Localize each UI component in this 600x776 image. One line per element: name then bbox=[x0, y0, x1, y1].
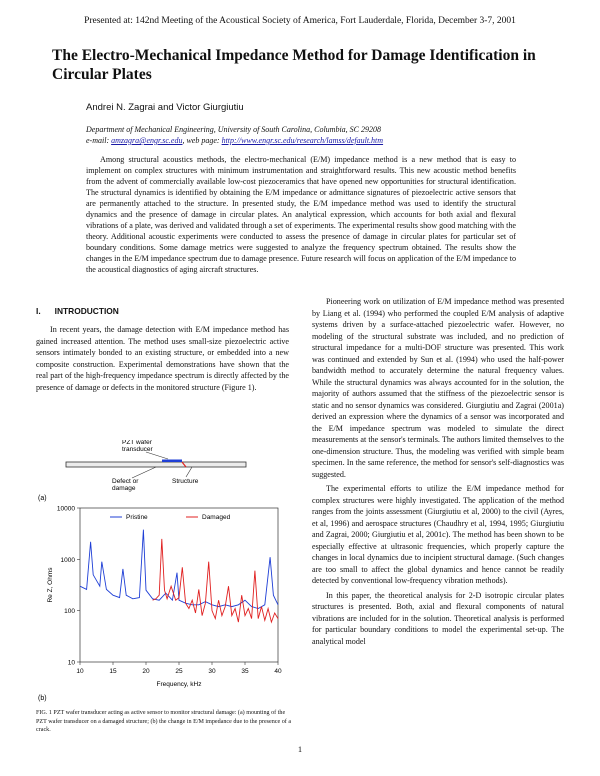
y-tick-label: 100 bbox=[64, 608, 75, 616]
defect-label-1: Defect or bbox=[112, 478, 139, 485]
pzt-wafer bbox=[162, 460, 182, 463]
web-label: , web page: bbox=[182, 136, 220, 145]
conference-header: Presented at: 142nd Meeting of the Acoustical Society of America, Fort Lauderdale, Florida, December 3-7, 2001 bbox=[84, 16, 516, 26]
figure-label-b: (b) bbox=[38, 695, 47, 702]
legend-label-damaged: Damaged bbox=[202, 514, 231, 521]
contact-line bbox=[86, 135, 383, 146]
affiliation-block bbox=[86, 124, 383, 146]
y-tick-label: 10000 bbox=[56, 505, 75, 513]
x-axis-label: Frequency, kHz bbox=[156, 681, 202, 688]
structure-label: Structure bbox=[172, 478, 199, 485]
series-line-damaged bbox=[153, 539, 278, 622]
x-tick-label: 35 bbox=[241, 668, 249, 675]
email-link[interactable]: amzagra@engr.sc.edu bbox=[111, 136, 183, 145]
x-tick-label: 15 bbox=[109, 668, 117, 675]
paper-authors: Andrei N. Zagrai and Victor Giurgiutiu bbox=[86, 102, 244, 113]
right-paragraph-3: In this paper, the theoretical analysis for 2-D isotropic circular plates structures is presented. Both, axial and flexural components of natural vibrations are included for in the solution. Theoretical analysis is performed for particular boundary conditions to model the experimental set-up. The analytical model bbox=[312, 590, 564, 646]
web-link[interactable]: http://www.engr.sc.edu/research/lamss/default.htm bbox=[221, 136, 384, 145]
plot-frame bbox=[80, 508, 278, 662]
section-heading bbox=[36, 306, 133, 316]
paper-title: The Electro-Mechanical Impedance Method for Damage Identification in Circular Plates bbox=[52, 47, 536, 83]
x-tick-label: 40 bbox=[274, 668, 282, 675]
y-tick-label: 10 bbox=[67, 659, 75, 667]
defect-label-2: damage bbox=[112, 485, 136, 492]
x-tick-label: 20 bbox=[142, 668, 150, 675]
impedance-chart bbox=[36, 502, 292, 710]
figure-label-a: (a) bbox=[38, 495, 47, 502]
right-paragraph-2: The experimental efforts to utilize the E/M impedance method for complex structures were highly investigated. The application of the method ranges from the joints assessment (Giurgiutiu et al, 2000) to the civil (Ayres, et al, 1996) and aerospace structures (Chaudhry et al, 1994, 1995; Giurgiutiu and Zagrai, 2000; Giurgiutiu et al, 2001c). The method has been shown to be especially effective at ultrasonic frequencies, which properly capture the changes in local dynamics due to incipient structural damage. (Such changes are too small to affect the global dynamics and hence cannot be readily detected by conventional low-frequency vibration methods). bbox=[312, 484, 564, 585]
structure-leader bbox=[186, 467, 192, 477]
affiliation: Department of Mechanical Engineering, University of South Carolina, Columbia, SC 29208 bbox=[86, 125, 382, 134]
x-tick-label: 25 bbox=[175, 668, 183, 675]
abstract: Among structural acoustics methods, the electro-mechanical (E/M) impedance method is a new method that is easy to implement on complex structures with minimum instrumentation and straightforward results. This new acoustic method benefits from the advent of commercially available low-cost piezoceramics that have opened new opportunities for structural identification. The structural dynamics is identified by obtaining the E/M impedance or admittance signatures of piezoelectric active sensors that are permanently attached to the structure. In presented study, the E/M impedance method was used to identify the structural dynamics and the presence of damage in circular plates. An analytical expression, which accounts for both axial and flexural vibrations of a plate, was derived and validated through a set of experiments. The experimental results show good matching with the theory. Additional acoustic experiments were conducted to assess the presence of damage in circular plates for particular set of boundary conditions. Some damage metrics were suggested to analyze the frequency spectrum obtained. The results show the changes in the E/M impedance spectrum due to damage presence. Future research will focus on application of the E/M impedance to the acoustical diagnostics of aging aircraft structures. bbox=[86, 155, 516, 274]
figure-schematic bbox=[36, 440, 292, 506]
pzt-leader bbox=[146, 452, 168, 459]
legend-label-pristine: Pristine bbox=[126, 514, 148, 521]
right-paragraph-1: Pioneering work on utilization of E/M impedance method was presented by Liang et al. (1994) who performed the coupled E/M analysis of adaptive systems driven by a surface-attached piezoelectric wafer. However, no modeling of the structural substrate was included, and no prediction of structural impedance for a multi-DOF structure was presented. This work was continued and extended by Sun et al. (1994) who used the half-power bandwidth method to accurately determine the natural frequency values. While the structural dynamics was always accounted for in the solution, the majority of authors assumed that the stiffness of the piezoelectric sensor is static and no sensor dynamics was considered. Giurgiutiu and Zagrai (2001a) derived an expression where the dynamics of a sensor was incorporated and the E/M impedance spectrum was modeled to simulate the direct measurements at the sensor's terminals. The authors limited themselves to the one-dimension structure. Thus, the modeling was verified with simple beam specimen. In the same reference, the method for sensor's self-diagnostics was suggested. bbox=[312, 297, 564, 479]
email-label: e-mail: bbox=[86, 136, 110, 145]
x-tick-label: 30 bbox=[208, 668, 216, 675]
pzt-label-1: PZT wafer bbox=[122, 440, 152, 446]
figure-caption: FIG. 1 PZT wafer transducer acting as active sensor to monitor structural damage: (a) mounting of the PZT wafer transducer on a damaged structure; (b) the change in E/M impedance due to the presence of a crack. bbox=[36, 710, 292, 733]
y-tick-label: 1000 bbox=[60, 556, 75, 564]
page-number: 1 bbox=[297, 744, 303, 754]
section-number: I. bbox=[36, 306, 41, 316]
intro-left-column bbox=[36, 324, 289, 393]
x-tick-label: 10 bbox=[76, 668, 84, 675]
intro-paragraph: In recent years, the damage detection with E/M impedance method has gained increased attention. The method uses small-size piezoelectric active sensors intimately bonded to an existing structure, or embedded into a new composite construction. Experimental demonstrations have shown that the real part of the high-frequency impedance spectrum is directly affected by the presence of damage or defects in the monitored structure (Figure 1). bbox=[36, 325, 289, 392]
structure-plate bbox=[66, 462, 246, 467]
defect-leader bbox=[132, 467, 156, 478]
y-axis-label: Re Z, Ohms bbox=[47, 567, 54, 603]
section-title: INTRODUCTION bbox=[54, 306, 119, 316]
pzt-label-2: transducer bbox=[122, 446, 153, 453]
right-column bbox=[312, 296, 564, 647]
